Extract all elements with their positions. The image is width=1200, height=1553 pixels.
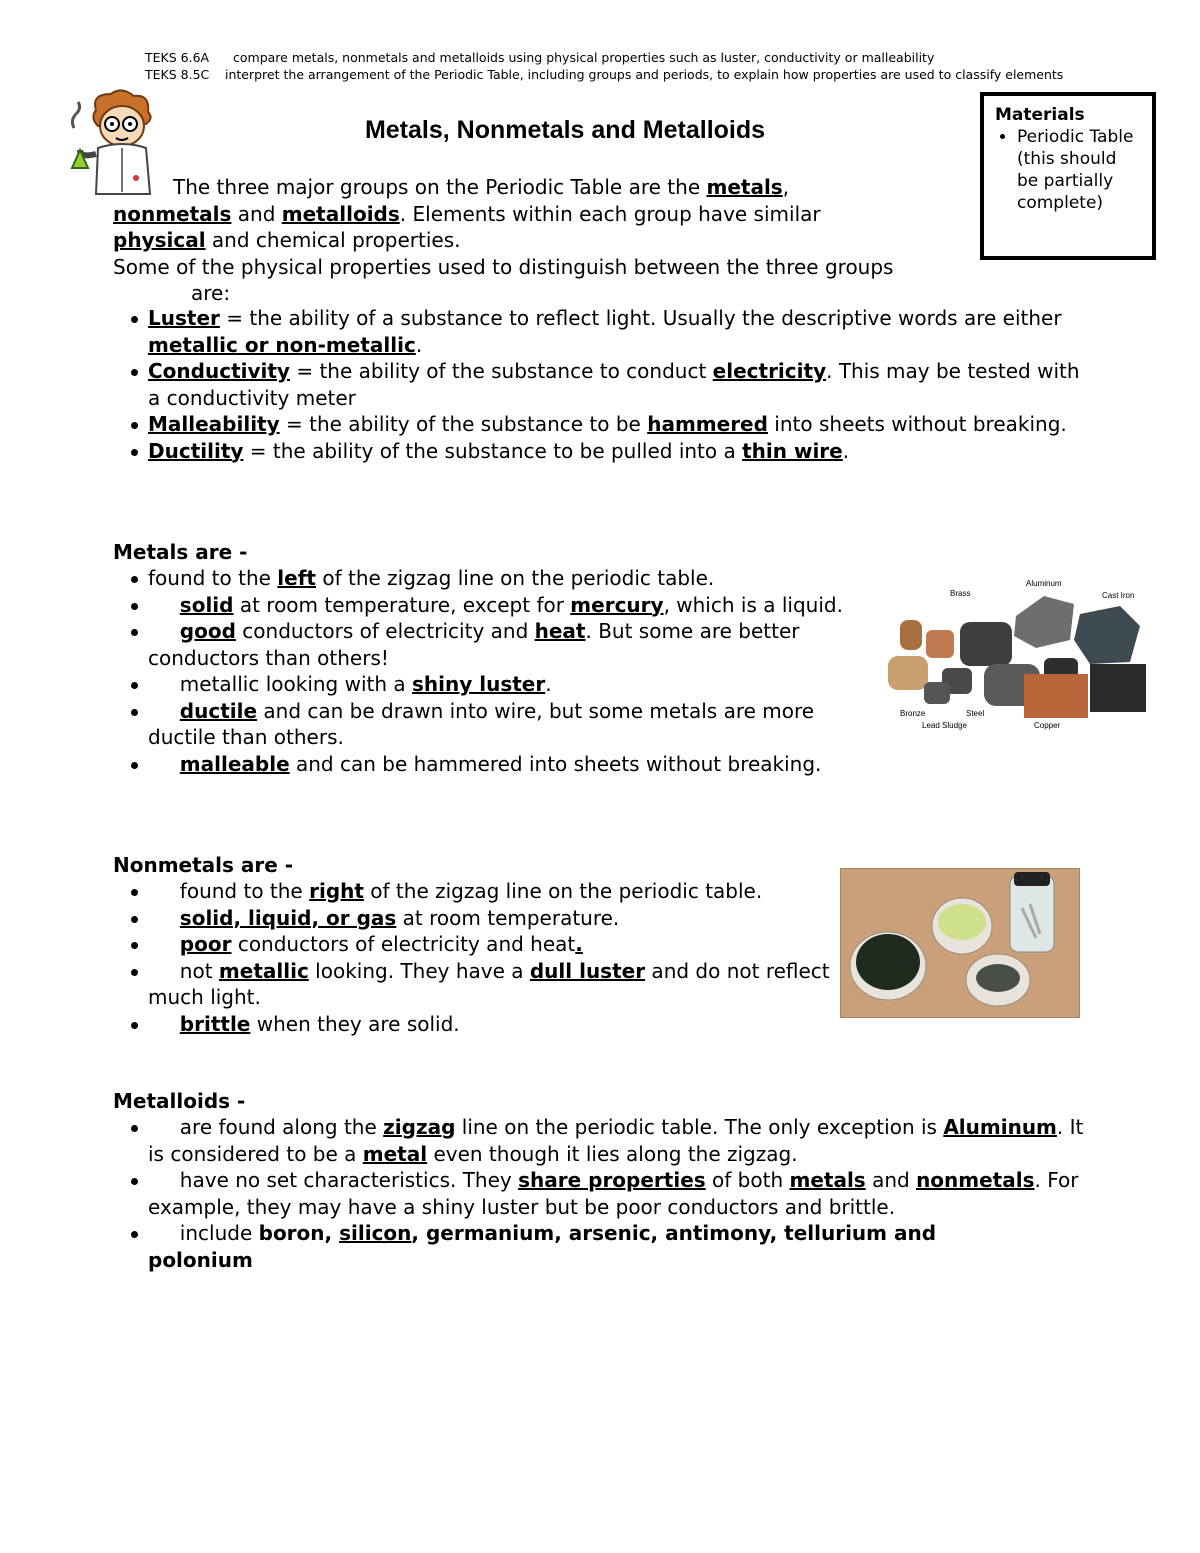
intro-line xyxy=(113,201,983,228)
metals-item xyxy=(113,698,868,751)
nonmetals-list xyxy=(113,878,831,1037)
sample-bronze xyxy=(888,656,928,690)
teks-text: compare metals, nonmetals and metalloids using physical properties such as luster, conductivity or malleability xyxy=(233,50,935,65)
metalloids-bullets xyxy=(113,1114,1093,1273)
property-term: Conductivity xyxy=(148,359,290,383)
item-text: . For example, they may have a shiny luster but be poor conductors and brittle. xyxy=(148,1168,1079,1219)
property-item xyxy=(113,305,1083,358)
intro-line: Some of the physical properties used to distinguish between the three groups xyxy=(113,254,894,279)
item-text: when they are solid. xyxy=(250,1011,460,1036)
item-text: line on the periodic table. The only exception is xyxy=(455,1115,944,1139)
property-text: = the ability of a substance to reflect light. Usually the descriptive words are either xyxy=(219,306,1062,330)
nonmetals-heading: Nonmetals are - xyxy=(113,853,294,877)
materials-item: • Periodic Table (this should be partially complete) xyxy=(1017,126,1142,214)
key-term: metallic or non-metallic xyxy=(148,332,416,357)
key-term: good xyxy=(179,619,236,643)
key-term: metallic xyxy=(218,958,309,983)
key-term: metals xyxy=(789,1168,866,1192)
key-term: metal xyxy=(362,1141,428,1166)
item-text: have no set characteristics. They xyxy=(179,1168,519,1192)
sample-copper-cylinder xyxy=(926,630,954,658)
key-term: metals xyxy=(706,175,783,199)
key-term: electricity xyxy=(712,359,827,383)
key-term: shiny luster xyxy=(412,672,546,696)
item-text: of the zigzag line on the periodic table. xyxy=(315,566,715,590)
property-text: = the ability of the substance to be pulled into a xyxy=(243,438,743,463)
item-text: . It is considered to be a xyxy=(148,1115,1084,1166)
key-term: solid, liquid, or gas xyxy=(179,905,397,930)
intro-text: , xyxy=(782,175,790,199)
key-term: heat xyxy=(534,619,586,643)
item-text: . But some are better conductors than others! xyxy=(148,619,800,670)
intro-paragraph xyxy=(113,174,983,307)
key-term: silicon xyxy=(339,1221,412,1245)
property-term: Ductility xyxy=(148,438,244,463)
sample-lead xyxy=(960,622,1012,666)
photo-label-steel: Steel xyxy=(966,709,985,718)
item-text: found to the xyxy=(148,566,278,590)
metalloids-list xyxy=(113,1114,1093,1273)
key-term: share properties xyxy=(518,1168,706,1192)
nonmetals-item xyxy=(113,1011,831,1038)
photo-label-bronze: Bronze xyxy=(900,709,926,718)
element-names: , germanium, arsenic, antimony, tellurium and polonium xyxy=(148,1221,937,1272)
property-item xyxy=(113,411,1083,438)
metals-bullets xyxy=(113,565,868,777)
key-term: hammered xyxy=(647,412,768,436)
nonmetal-samples-photo xyxy=(840,868,1080,1018)
item-text: metallic looking with a xyxy=(179,672,413,696)
photo-label-cast-iron: Cast Iron xyxy=(1102,591,1135,600)
item-text: include xyxy=(179,1221,259,1245)
metal-samples-photo xyxy=(884,578,1149,733)
key-term: brittle xyxy=(179,1011,251,1036)
sample-lead-sludge xyxy=(924,682,950,704)
item-text: even though it lies along the zigzag. xyxy=(427,1141,798,1166)
property-text: = the ability of the substance to be xyxy=(279,412,648,436)
key-term: left xyxy=(277,566,316,590)
item-text: at room temperature, except for xyxy=(233,592,571,617)
property-item xyxy=(113,438,1083,465)
key-term: right xyxy=(309,879,364,903)
key-term: nonmetals xyxy=(113,201,232,226)
metalloids-item xyxy=(113,1220,1093,1273)
teks-standards xyxy=(145,49,1105,83)
key-term: nonmetals xyxy=(916,1168,1035,1192)
property-text: . xyxy=(842,438,850,463)
item-text: of both xyxy=(705,1168,790,1192)
key-term: . xyxy=(575,932,583,956)
property-text: . This may be tested with a conductivity meter xyxy=(148,359,1080,410)
intro-line xyxy=(113,227,983,254)
teks-code: TEKS 8.5C xyxy=(145,67,210,82)
intro-text: . Elements within each group have similar xyxy=(399,201,821,226)
teks-code: TEKS 6.6A xyxy=(145,50,210,65)
key-term: mercury xyxy=(570,592,664,617)
intro-line: are: xyxy=(191,281,231,305)
item-text: not xyxy=(179,958,219,983)
nonmetals-bullets xyxy=(113,878,831,1037)
intro-text: and xyxy=(231,201,282,226)
metals-item xyxy=(113,671,868,698)
sample-brass xyxy=(900,620,922,650)
item-text: , which is a liquid. xyxy=(663,592,843,617)
intro-text: The three major groups on the Periodic Table are the xyxy=(173,175,707,199)
teks-line xyxy=(145,49,1105,66)
intro-line xyxy=(113,174,983,201)
nonmetals-item xyxy=(113,905,831,932)
metals-item xyxy=(113,592,868,619)
property-text: = the ability of the substance to conduct xyxy=(289,359,713,383)
item-text: looking. They have a xyxy=(308,958,530,983)
sample-black-block xyxy=(1090,664,1146,712)
key-term: dull luster xyxy=(529,958,646,983)
element-names: boron, xyxy=(258,1221,340,1245)
materials-title: Materials xyxy=(995,105,1085,125)
item-text: conductors of electricity and heat xyxy=(231,932,576,956)
metals-item xyxy=(113,618,868,671)
item-text: found to the xyxy=(179,879,310,903)
item-text: of the zigzag line on the periodic table. xyxy=(363,879,763,903)
nonmetals-item xyxy=(113,958,831,1011)
key-term: thin wire xyxy=(742,438,843,463)
item-text: and can be hammered into sheets without breaking. xyxy=(289,751,822,776)
key-term: physical xyxy=(113,228,206,252)
metalloids-item xyxy=(113,1114,1093,1167)
key-term: Aluminum xyxy=(943,1115,1057,1139)
photo-label-lead-sludge: Lead Sludge xyxy=(922,721,967,730)
key-term: malleable xyxy=(179,751,290,776)
properties-bullets xyxy=(113,305,1083,464)
photo-label-aluminum: Aluminum xyxy=(1026,579,1062,588)
item-text: are found along the xyxy=(179,1115,384,1139)
metalloids-heading: Metalloids - xyxy=(113,1089,246,1113)
item-text: and xyxy=(865,1168,917,1192)
property-text: into sheets without breaking. xyxy=(767,412,1067,436)
item-text: and do not reflect much light. xyxy=(148,958,830,1009)
intro-text: and chemical properties. xyxy=(205,228,461,252)
key-term: solid xyxy=(179,592,234,617)
nonmetals-item xyxy=(113,878,831,905)
property-term: Malleability xyxy=(148,412,280,436)
key-term: poor xyxy=(179,932,232,956)
photo-label-brass: Brass xyxy=(950,589,971,598)
item-text: and can be drawn into wire, but some metals are more ductile than others. xyxy=(148,698,815,749)
item-text: conductors of electricity and xyxy=(235,619,535,643)
property-item xyxy=(113,358,1083,411)
materials-list xyxy=(995,126,1142,214)
properties-list xyxy=(113,305,1083,464)
materials-box xyxy=(980,92,1156,260)
metals-list xyxy=(113,565,868,777)
key-term: ductile xyxy=(179,698,258,723)
metalloids-item xyxy=(113,1167,1093,1220)
key-term: zigzag xyxy=(383,1115,456,1139)
teks-text: interpret the arrangement of the Periodic Table, including groups and periods, to explain how properties are used to classify elements xyxy=(225,67,1064,82)
metals-heading: Metals are - xyxy=(113,540,248,564)
page-title: Metals, Nonmetals and Metalloids xyxy=(364,116,766,144)
metals-item xyxy=(113,751,868,778)
property-text: . xyxy=(415,332,423,357)
key-term: metalloids xyxy=(281,201,400,226)
metals-item xyxy=(113,565,868,592)
nonmetals-item xyxy=(113,931,831,958)
property-term: Luster xyxy=(148,306,220,330)
item-text: . xyxy=(545,672,552,696)
photo-label-copper: Copper xyxy=(1034,721,1061,730)
sample-copper xyxy=(1024,674,1088,718)
teks-line xyxy=(145,66,1105,83)
item-text: at room temperature. xyxy=(396,905,620,930)
